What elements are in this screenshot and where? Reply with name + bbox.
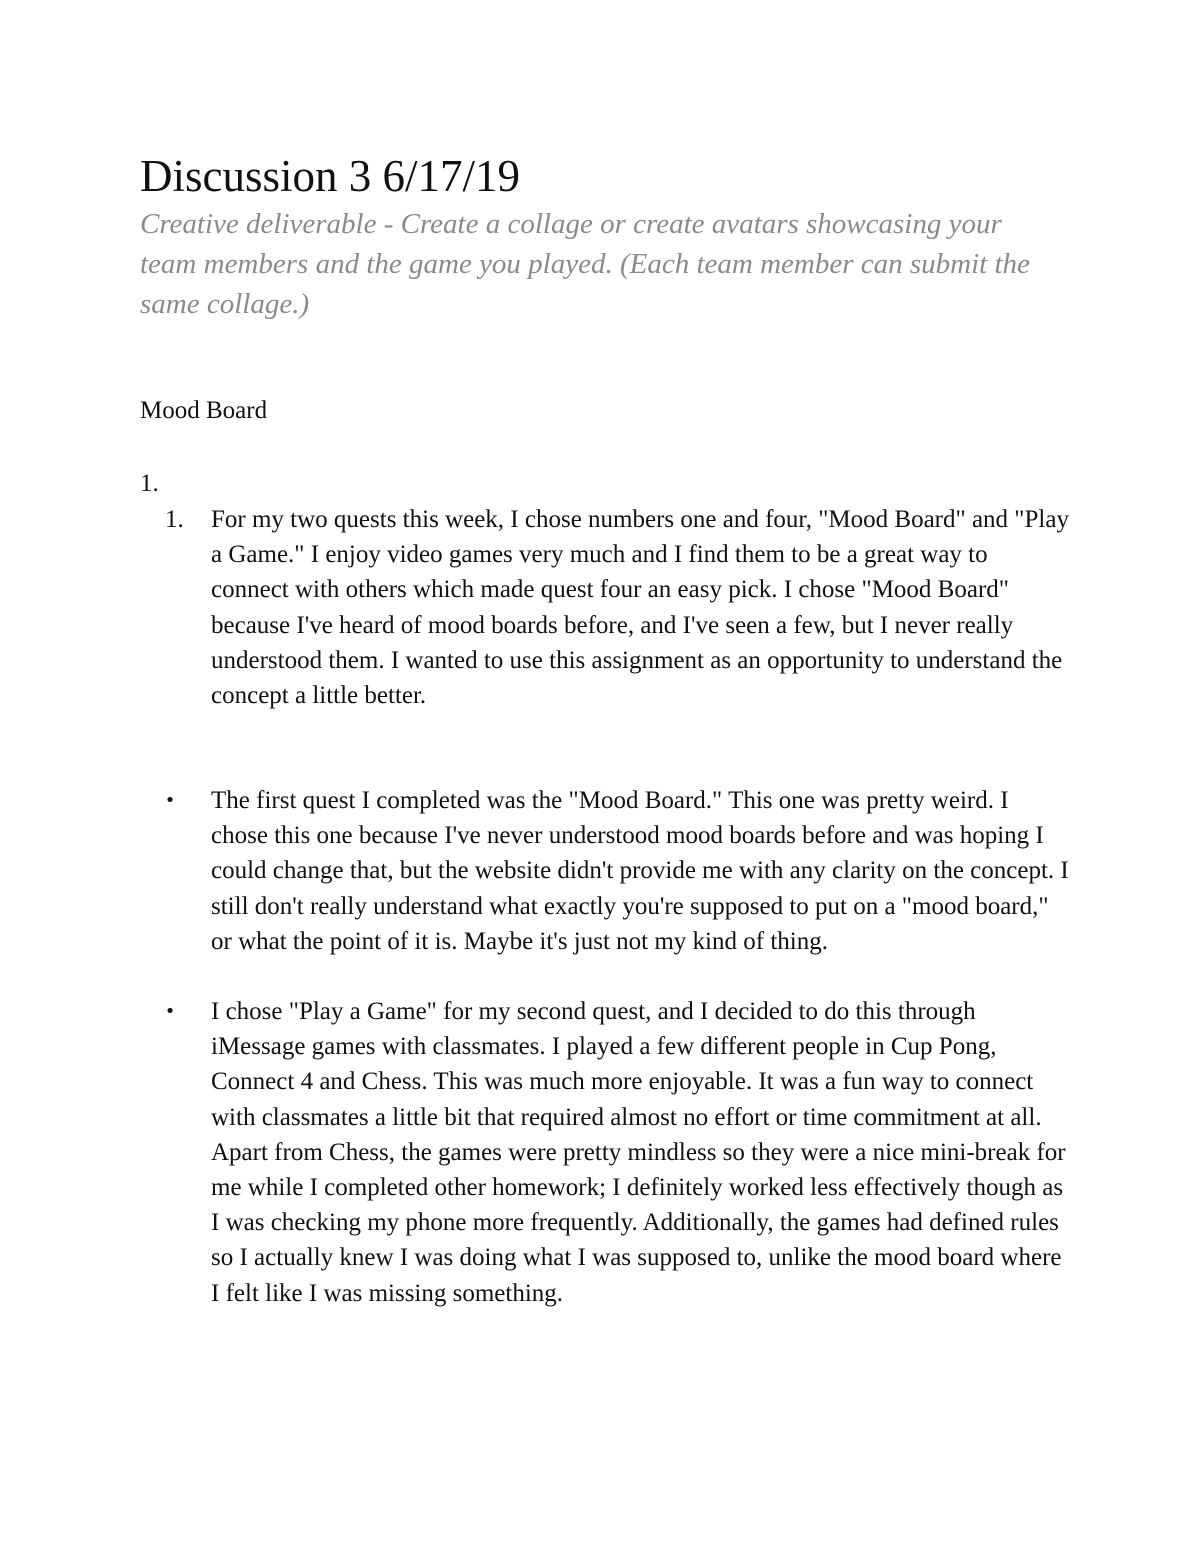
outer-list-number: 1. (140, 470, 159, 497)
document-title: Discussion 3 6/17/19 (140, 151, 521, 201)
bullet-list-item (140, 994, 1080, 1311)
section-heading: Mood Board (140, 397, 268, 424)
list-item-text: For my two quests this week, I chose numbers one and four, "Mood Board" and "Play a Game." I enjoy video games very much and I find them to be a great way to connect with others which made quest four an easy pick. I chose "Mood Board" because I've heard of mood boards before, and I've seen a few, but I never really understood them. I wanted to use this assignment as an opportunity to understand the concept a little better. (211, 506, 1069, 710)
bullet-icon: • (164, 1001, 176, 1022)
document-subtitle: Creative deliverable - Create a collage or create avatars showcasing your team members and the game you played. (Each team member can submit the same collage.) (140, 208, 1030, 320)
numbered-list-item (140, 502, 1080, 713)
bullet-item-text: The first quest I completed was the "Mood Board." This one was pretty weird. I chose this one because I've never understood mood boards before and was hoping I could change that, but the website didn't provide me with any clarity on the concept. I still don't really understand what exactly you're supposed to put on a "mood board," or what the point of it is. Maybe it's just not my kind of thing. (211, 787, 1069, 955)
list-number: 1. (165, 506, 184, 533)
bullet-icon: • (164, 790, 176, 811)
bullet-list-item (140, 783, 1080, 959)
bullet-item-text: I chose "Play a Game" for my second quest, and I decided to do this through iMessage games with classmates. I played a few different people in Cup Pong, Connect 4 and Chess. This was much more enjoyable. It was a fun way to connect with classmates a little bit that required almost no effort or time commitment at all. Apart from Chess, the games were pretty mindless so they were a nice mini-break for me while I completed other homework; I definitely worked less effectively though as I was checking my phone more frequently. Additionally, the games had defined rules so I actually knew I was doing what I was supposed to, unlike the mood board where I felt like I was missing something. (211, 998, 1066, 1307)
